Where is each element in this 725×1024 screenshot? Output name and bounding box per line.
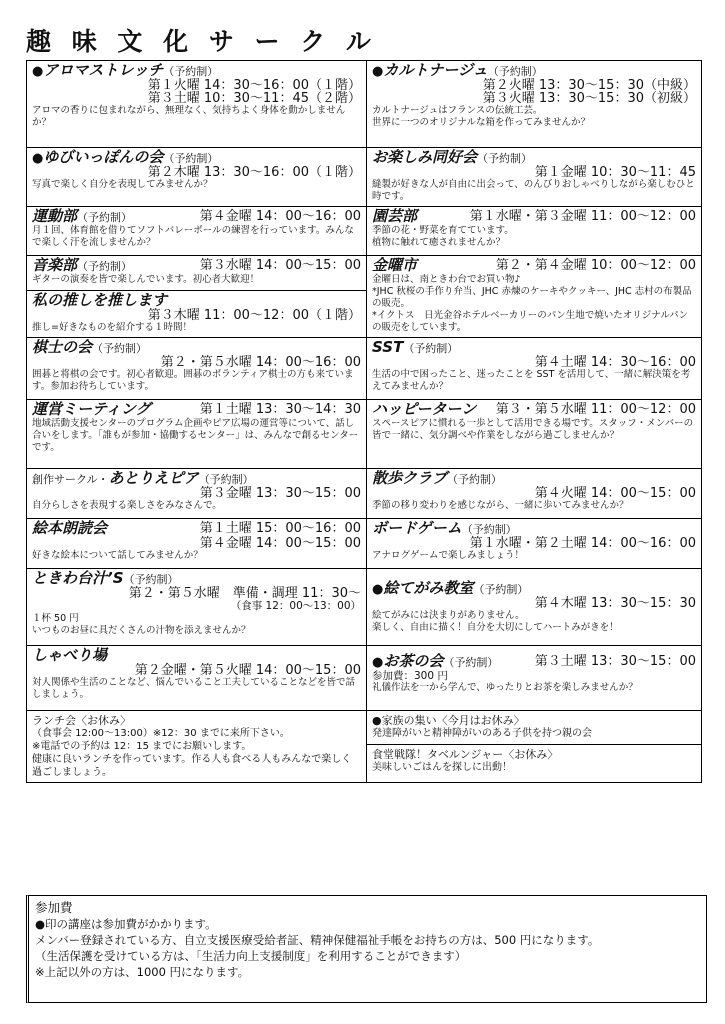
circle-yubipon: ●ゆびいっぽんの会（予約制） 第２木曜 13：30～16：00（１階） 写真で楽しく自分を表現してみませんか？: [27, 148, 367, 207]
circle-oshi: [27, 290, 366, 334]
description: ギターの演奏を皆で楽しんでいます。初心者大歓迎！: [32, 274, 260, 285]
circle-shaberi: [27, 646, 367, 711]
circle-name: 運営ミーティング: [32, 400, 151, 418]
circle-name: ボードゲーム: [372, 519, 462, 537]
description: *JHC 秋桜の手作り弁当、JHC 赤煉のケーキやクッキー、JHC 志村の布製品の販売。: [372, 286, 692, 309]
circle-name: 絵本朗読会: [32, 519, 108, 537]
description: 月１回、体育館を借りてソフトバレーボールの練習を行っています。みんなで楽しく汗を流しませんか？: [32, 225, 354, 248]
price: １杯 50 円: [32, 613, 79, 624]
description: カルトナージュはフランスの伝統工芸。: [372, 105, 543, 116]
circle-name: アロマストレッチ: [43, 61, 164, 79]
schedule: 第１火曜 14：30～16：00（１階）: [147, 78, 361, 93]
description: 好きな絵本について話してみませんか？: [32, 550, 203, 561]
description: 季節の移り変わりを感じながら、一緒に歩いてみませんか？: [372, 500, 629, 511]
schedule: 第２・第５水曜 14：00～16：00: [160, 355, 361, 370]
family-shokudo-section: ●家族の集い〈今月はお休み〉 発達障がいと精神障がいのある子供を持つ親の会 食堂戦隊！タベルンジャー〈お休み〉 美味しいごはんを探しに出動！: [367, 711, 702, 783]
schedule: 第２木曜 13：30～16：00（１階）: [147, 165, 361, 180]
circle-sst: SST（予約制） 第４土曜 14：30～16：00 生活の中で困ったこと、迷ったことを SST を活用して、一緒に解決策を考えてみませんか？: [367, 338, 702, 400]
circle-aroma: ●アロマストレッチ（予約制） 第１火曜 14：30～16：00（１階） 第３土曜 10：30～11：45（２階） アロマの香りに包まれながら、無理なく、気持ちよく身体を動かしませんか？: [27, 61, 367, 148]
circle-name: お楽しみ同好会: [372, 148, 478, 166]
schedule: 第３土曜 10：30～11：45（２階）: [147, 91, 361, 106]
description: 地域活動支援センターのプログラム企画やピア広場の運営等について、話し合いをします。「誰もが参加・協働するセンター」は、みんなで創るセンターです。: [32, 418, 359, 453]
schedule: 第１水曜・第３金曜 11：00～12：00: [469, 209, 696, 224]
description: アナログゲームで楽しみましょう！: [372, 550, 525, 561]
shokudo-title: 食堂戦隊！タベルンジャー〈お休み〉: [372, 748, 559, 761]
description: *イクトス 日光金谷ホテルベーカリーのパン生地で焼いたオリジナルパンの販売をしています。: [372, 310, 689, 333]
description: 生活の中で困ったこと、迷ったことを SST を活用して、一緒に解決策を考えてみませんか？: [372, 369, 691, 392]
description: 金曜日は、南ときわ台でお買い物♪: [372, 274, 521, 285]
schedule: （食事 12：00～13：00）: [230, 600, 361, 612]
description: スペースピアに慣れる一歩として活用できる場です。スタッフ・メンバーの皆で一緒に、気分調べや作業をしながら過ごしませんか？: [372, 418, 694, 441]
description: 推し=好きなものを紹介する１時間！: [32, 322, 192, 333]
circle-name: 音楽部: [32, 256, 78, 274]
schedule: 第３木曜 11：00～12：00（１階）: [147, 308, 361, 323]
circle-name: 運動部: [32, 207, 78, 225]
schedule: 第２・第５水曜 準備・調理 11：30～: [128, 586, 361, 601]
schedule: 第３金曜 13：30～15：00: [199, 486, 361, 501]
schedule: 第３火曜 13：30～15：30（初級）: [482, 91, 696, 106]
description: 囲碁と将棋の会です。初心者歓迎。囲碁のボランティア棋士の方も来ています。参加お待ちしています。: [32, 369, 354, 392]
description: 縫製が好きな人が自由に出会って、のんびりおしゃべりしながら楽しむひと時です。: [372, 179, 695, 202]
circle-happy: [367, 400, 702, 469]
circle-name: ゆびいっぽんの会: [43, 148, 164, 166]
schedule: 第１土曜 15：00～16：00: [199, 521, 361, 536]
schedule: 第４土曜 14：30～16：00: [534, 355, 696, 370]
shokudo: 食堂戦隊！タベルンジャー〈お休み〉 美味しいごはんを探しに出動！: [367, 744, 701, 774]
schedule: 第１水曜・第２土曜 14：00～16：00: [469, 536, 696, 551]
description: 植物に触れて癒されませんか？: [372, 237, 506, 248]
schedule: 第２・第４金曜 10：00～12：00: [495, 258, 696, 273]
circle-otanoshimi: お楽しみ同好会（予約制） 第１金曜 10：30～11：45 縫製が好きな人が自由に出会って、のんびりおしゃべりしながら楽しむひと時です。: [367, 148, 702, 207]
circle-name: 金曜市: [372, 256, 418, 274]
description: 世界に一つのオリジナルな箱を作ってみませんか？: [372, 117, 591, 128]
circle-cartonnage: ●カルトナージュ（予約制） 第２火曜 13：30～15：30（中級） 第３火曜 13：30～15：30（初級） カルトナージュはフランスの伝統工芸。 世界に一つのオリジナルな箱を作ってみませんか？: [367, 61, 702, 148]
circle-ocha: ●お茶の会（予約制） 第３土曜 13：30～15：00 参加費：300 円 礼儀作法を一から学んで、ゆったりとお茶を楽しみませんか？: [367, 646, 702, 711]
schedule: 第１金曜 10：30～11：45: [534, 165, 696, 180]
circle-unei: [27, 400, 367, 469]
circle-name: ハッピーターン: [372, 400, 477, 418]
circle-name: 散歩クラブ: [372, 469, 448, 487]
description: いつものお昼に具だくさんの汁物を添えませんか？: [32, 625, 251, 636]
circle-name: あとりえピア: [108, 469, 199, 487]
description: アロマの香りに包まれながら、無理なく、気持ちよく身体を動かしませんか？: [32, 105, 346, 128]
circle-undo: 運動部（予約制） 第４金曜 14：00～16：00 月１回、体育館を借りてソフトバレーボールの練習を行っています。みんなで楽しく汗を流しませんか？: [27, 207, 367, 256]
circle-name: ときわ台汁’S: [32, 569, 124, 587]
schedule: 第１土曜 13：30～14：30: [199, 402, 361, 417]
schedule: 第３土曜 13：30～15：00: [534, 654, 696, 669]
circle-name: 私の推しを推します: [32, 291, 168, 309]
schedule: 第４木曜 13：30～15：30: [534, 596, 696, 611]
description: 礼儀作法を一から学んで、ゆったりとお茶を楽しみませんか？: [372, 682, 638, 693]
circle-atorie: 創作サークル・あとりえピア（予約制） 第３金曜 13：30～15：00 自分らしさを表現する楽しさをみなさんで。: [27, 469, 367, 519]
family-title: ●家族の集い〈今月はお休み〉: [372, 714, 525, 727]
schedule: 第４金曜 14：00～16：00: [199, 209, 361, 224]
circle-name: お茶の会: [383, 652, 444, 670]
circle-sanpo: 散歩クラブ（予約制） 第４火曜 14：00～15：00 季節の移り変わりを感じながら、一緒に歩いてみませんか？: [367, 469, 702, 519]
description: 写真で楽しく自分を表現してみませんか？: [32, 179, 213, 190]
description: 絵てがみには決まりがありません。: [372, 610, 525, 621]
circle-name: 棋士の会: [32, 338, 93, 356]
circle-name: しゃべり場: [32, 646, 108, 664]
lunch-section: ランチ会〈お休み〉 （食事会 12:00～13:00）※12：30 までに来所下さい。 ※電話での予約は 12：15 までにお願いします。 健康に良いランチを作っています。作る人も食べる人もみんなで楽しく過ごしましょう。: [27, 711, 367, 783]
circle-name: 園芸部: [372, 207, 418, 225]
schedule: 第３・第５水曜 11：00～12：00: [495, 402, 696, 417]
circle-grid: [26, 60, 702, 783]
circle-board: ボードゲーム（予約制） 第１水曜・第２土曜 14：00～16：00 アナログゲームで楽しみましょう！: [367, 519, 702, 569]
circle-name: 絵てがみ教室: [383, 579, 474, 597]
description: 自分らしさを表現する楽しさをみなさんで。: [32, 500, 222, 511]
schedule: 第４金曜 14：00～15：00: [199, 536, 361, 551]
page-title: 趣 味 文 化 サ ー ク ル: [26, 27, 377, 56]
circle-kishi: 棋士の会（予約制） 第２・第５水曜 14：00～16：00 囲碁と将棋の会です。初心者歓迎。囲碁のボランティア棋士の方も来ています。参加お待ちしています。: [27, 338, 367, 400]
circle-etegami: ●絵てがみ教室（予約制） 第４木曜 13：30～15：30 絵てがみには決まりがありません。 楽しく、自由に描く！自分を大切にしてハートみがきを！: [367, 569, 702, 646]
circle-ongaku-oshi: 音楽部（予約制） 第３水曜 14：00～15：00 ギターの演奏を皆で楽しんでいます。初心者大歓迎！ 私の推しを推します 第３木曜 11：00～12：00（１階） 推し=好きなものを紹介する１時間！: [27, 256, 367, 338]
circle-name: カルトナージュ: [383, 61, 488, 79]
lunch-title: ランチ会〈お休み〉: [32, 714, 131, 727]
fee-title: 参加費: [35, 900, 73, 915]
description: 季節の花・野菜を育てています。: [372, 225, 514, 236]
schedule: 第２金曜・第５火曜 14：00～15：00: [134, 663, 361, 678]
circle-tokiwa: ときわ台汁’S（予約制） 第２・第５水曜 準備・調理 11：30～ （食事 12：00～13：00） １杯 50 円 いつものお昼に具だくさんの汁物を添えませんか？: [27, 569, 367, 646]
schedule: 第３水曜 14：00～15：00: [199, 258, 361, 273]
circle-kinyo: [367, 256, 702, 338]
schedule: 第４火曜 14：00～15：00: [534, 486, 696, 501]
description: 対人関係や生活のことなど、悩んでいること工夫していることなどを皆で話しましょう。: [32, 677, 356, 700]
description: 楽しく、自由に描く！自分を大切にしてハートみがきを！: [372, 622, 619, 633]
circle-name: SST: [372, 338, 404, 356]
circle-engei: [367, 207, 702, 256]
circle-ehon: [27, 519, 367, 569]
fee-section: 参加費 ●印の講座は参加費がかかります。 メンバー登録されている方、自立支援医療受給者証、精神保健福祉手帳をお持ちの方は、500 円になります。 （生活保護を受けている方は、「生活力向上支援制度」を利用することができます） ※上記以外の方は、1000 円になります。: [26, 895, 707, 1003]
schedule: 第２火曜 13：30～15：30（中級）: [482, 78, 696, 93]
fee: 参加費：300 円: [372, 670, 448, 682]
